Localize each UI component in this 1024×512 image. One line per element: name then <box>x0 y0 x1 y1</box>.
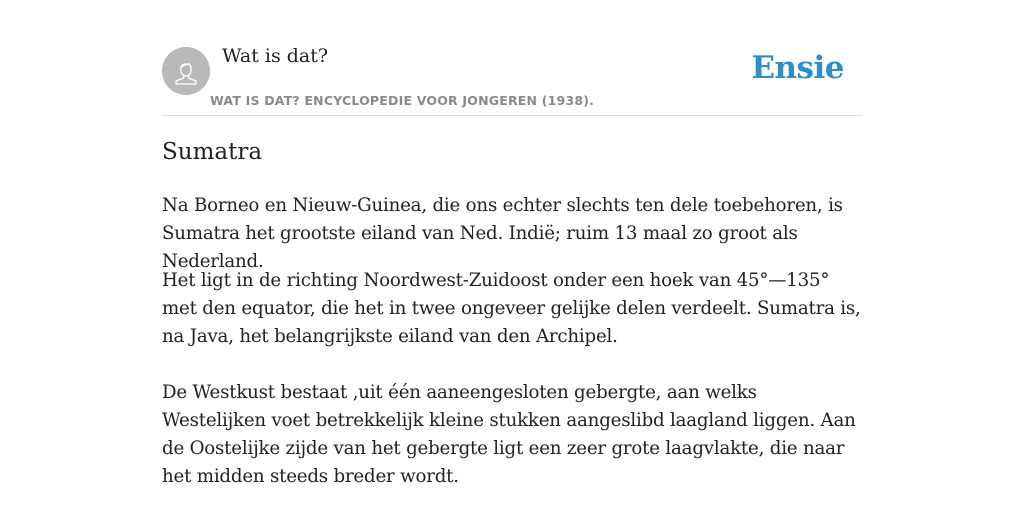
article-paragraph: Het ligt in de richting Noordwest-Zuidoost onder een hoek van 45°—135° met den equator, die het in twee ongeveer gelijke delen verdeelt. Sumatra is, na Java, het belangrijkste eiland van den Archipel. <box>162 270 861 347</box>
article-paragraph: Na Borneo en Nieuw-Guinea, die ons echter slechts ten dele toebehoren, is Sumatra het grootste eiland van Ned. Indië; ruim 13 maal zo groot als Nederland. <box>162 195 843 272</box>
article-title: Sumatra <box>162 139 263 165</box>
source-header <box>162 0 862 116</box>
brand-logo[interactable]: Ensie <box>751 50 844 86</box>
source-subtitle: WAT IS DAT? ENCYCLOPEDIE VOOR JONGEREN (1938). <box>210 93 595 108</box>
user-silhouette-icon[interactable] <box>162 47 210 95</box>
source-title[interactable]: Wat is dat? <box>222 45 329 67</box>
article-paragraph: De Westkust bestaat ,uit één aaneengesloten gebergte, aan welks Westelijken voet betrekkelijk kleine stukken aangeslibd laagland liggen. Aan de Oostelijke zijde van het gebergte ligt een zeer grote laagvlakte, die naar het midden steeds breder wordt. <box>162 382 856 487</box>
